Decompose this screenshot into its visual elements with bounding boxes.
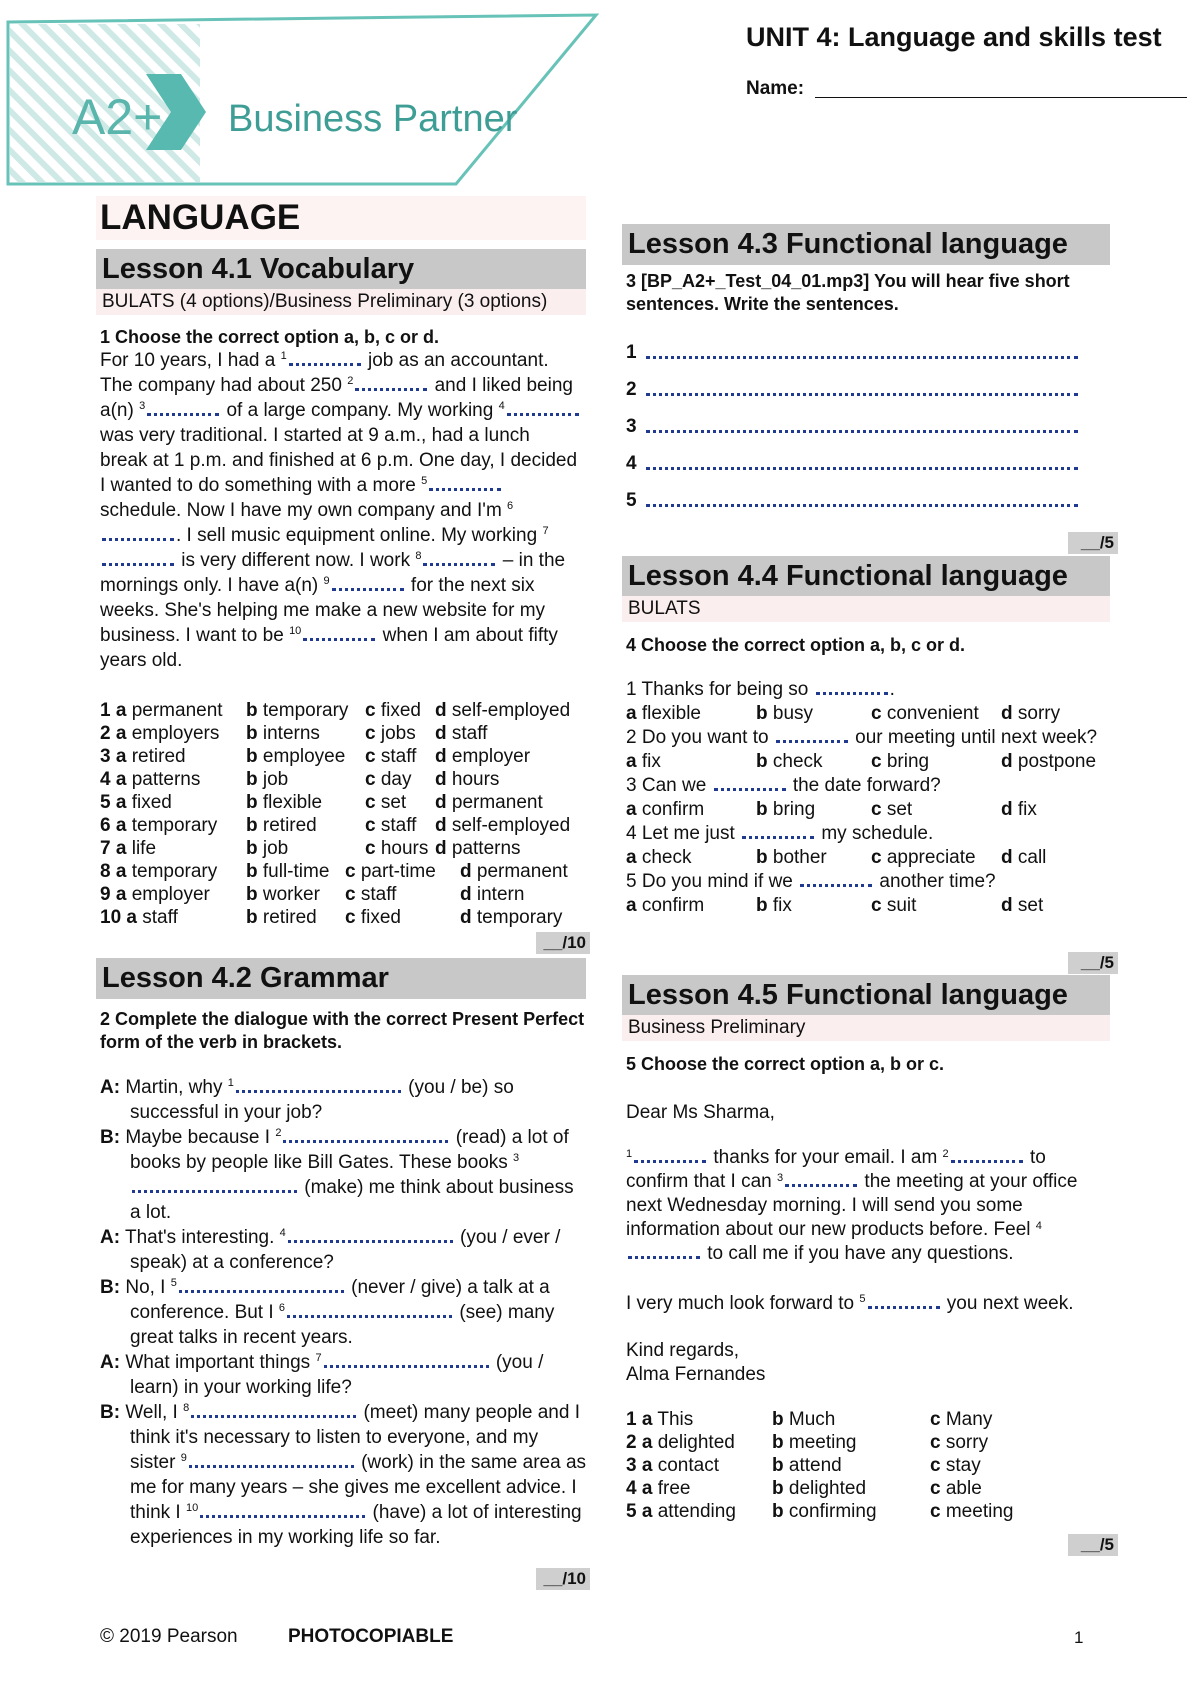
letter-greeting: Dear Ms Sharma, xyxy=(626,1102,775,1123)
dialogue-gap-1[interactable] xyxy=(236,1076,401,1093)
question-item: 3 Can we the date forward? xyxy=(626,775,941,796)
dialogue-gap-5[interactable] xyxy=(179,1276,344,1293)
lesson-4-1-score[interactable]: __/10 xyxy=(536,932,590,954)
write-line-number: 4 xyxy=(626,453,637,474)
dialogue-line: B: Maybe because I $^2$ (read) a lot of books by people like Bill Gates. These books $^3$ (make) me think about business a lot. xyxy=(100,1127,574,1223)
lesson-4-1-subtitle: BULATS (4 options)/Business Preliminary (3 options) xyxy=(96,289,586,315)
name-field[interactable] xyxy=(815,97,1187,98)
write-line-number: 2 xyxy=(626,379,637,400)
gap-10[interactable] xyxy=(303,624,375,641)
write-line-1[interactable] xyxy=(646,356,1078,359)
dialogue-line: B: Well, I $^8$ (meet) many people and I think it's necessary to listen to everyone, and my sister $^9$ (work) in the same area as me for many years – she gives me excellent advice. I think I $^{10}$ (have) a lot of interesting experiences in my working life so far. xyxy=(100,1402,587,1548)
write-line-3[interactable] xyxy=(646,430,1078,433)
dialogue-line: A: That's interesting. $^4$ (you / ever / speak) at a conference? xyxy=(100,1227,561,1273)
lesson-4-5-instruction: 5 Choose the correct option a, b or c. xyxy=(626,1054,945,1074)
letter-gap-5[interactable] xyxy=(868,1292,940,1309)
gap-4[interactable] xyxy=(507,399,579,416)
lesson-4-1-title: Lesson 4.1 Vocabulary xyxy=(96,249,586,290)
lesson-4-2-title: Lesson 4.2 Grammar xyxy=(96,958,586,999)
dialogue-gap-4[interactable] xyxy=(288,1226,453,1243)
lesson-4-5-options xyxy=(626,1408,1110,1523)
lesson-4-1-instruction: 1 Choose the correct option a, b, c or d. xyxy=(100,327,440,347)
lesson-4-5-subtitle: Business Preliminary xyxy=(622,1015,1110,1041)
name-label: Name: xyxy=(746,78,805,99)
option-row: 2 a delighted b meeting c sorry xyxy=(626,1432,989,1453)
lesson-4-5-score[interactable]: __/5 xyxy=(1068,1534,1118,1556)
option-row: a check b bother c appreciate d call xyxy=(626,847,1047,868)
brand-name: Business Partner xyxy=(228,98,518,140)
dialogue-line: B: No, I $^5$ (never / give) a talk at a conference. But I $^6$ (see) many great talks in recent years. xyxy=(100,1277,555,1348)
letter-closing-line: I very much look forward to $^5$ you next week. xyxy=(626,1293,1074,1314)
dialogue-gap-7[interactable] xyxy=(324,1351,489,1368)
gap-7[interactable] xyxy=(102,549,174,566)
option-row: a confirm b bring c set d fix xyxy=(626,799,1037,820)
lesson-4-4-instruction: 4 Choose the correct option a, b, c or d. xyxy=(626,635,966,655)
letter-body: $^1$ thanks for your email. I am $^2$ to confirm that I can $^3$ the meeting at your office next Wednesday morning. I will send you some information about our new products before. Feel $^4$ to call me if you have any questions. xyxy=(626,1147,1078,1264)
option-row: a confirm b fix c suit d set xyxy=(626,895,1044,916)
option-row: a fix b check c bring d postpone xyxy=(626,751,1097,772)
lesson-4-5-title: Lesson 4.5 Functional language xyxy=(622,975,1110,1016)
question-item: 2 Do you want to our meeting until next week? xyxy=(626,727,1098,748)
photocopiable-label: PHOTOCOPIABLE xyxy=(288,1626,454,1647)
lesson-4-4-score[interactable]: __/5 xyxy=(1068,952,1118,974)
dialogue-line: A: What important things $^7$ (you / learn) in your working life? xyxy=(100,1352,544,1398)
question-item: 4 Let me just my schedule. xyxy=(626,823,934,844)
lesson-4-3-instruction: 3 [BP_A2+_Test_04_01.mp3] You will hear five short sentences. Write the sentences. xyxy=(626,271,1070,314)
lesson-4-3-title: Lesson 4.3 Functional language xyxy=(622,224,1110,265)
write-line-number: 1 xyxy=(626,342,637,363)
gap-2[interactable] xyxy=(355,374,427,391)
dialogue-gap-2[interactable] xyxy=(283,1126,448,1143)
q-gap-5[interactable] xyxy=(800,870,872,887)
letter-gap-3[interactable] xyxy=(785,1170,857,1187)
page-number: 1 xyxy=(1074,1628,1084,1647)
lesson-4-4-subtitle: BULATS xyxy=(622,596,1110,622)
copyright: © 2019 Pearson xyxy=(100,1626,238,1647)
write-line-number: 3 xyxy=(626,416,637,437)
option-row: 1 a This b Much c Many xyxy=(626,1409,993,1430)
gap-3[interactable] xyxy=(147,399,219,416)
question-item: 5 Do you mind if we another time? xyxy=(626,871,996,892)
q-gap-2[interactable] xyxy=(776,726,848,743)
lesson-4-4-title: Lesson 4.4 Functional language xyxy=(622,556,1110,597)
lesson-4-2-score[interactable]: __/10 xyxy=(536,1568,590,1590)
lesson-4-1-passage: For 10 years, I had a $^1$ job as an accountant. The company had about 250 $^2$ and I liked being a(n) $^3$ of a large company. My working $^4$ was very traditional. I started at 9 a.m., had a lunch break at 1 p.m. and finished at 6 p.m. One day, I decided I wanted to do something with a more $^5$ schedule. Now I have my own company and I'm $^6$. I sell music equipment online. My working $^7$ is very different now. I work $^8$ – in the mornings only. I have a(n) $^9$ for the next six weeks. She's helping me make a new website for my business. I want to be $^{10}$ when I am about fifty years old. xyxy=(100,350,578,671)
letter-closing: Kind regards, xyxy=(626,1340,740,1361)
option-row: 3 a contact b attend c stay xyxy=(626,1455,981,1476)
gap-1[interactable] xyxy=(289,349,361,366)
option-row: a flexible b busy c convenient d sorry xyxy=(626,703,1061,724)
section-title: LANGUAGE xyxy=(96,196,586,240)
letter-gap-4[interactable] xyxy=(628,1242,700,1259)
gap-5[interactable] xyxy=(429,474,501,491)
lesson-4-2-instruction: 2 Complete the dialogue with the correct Present Perfect form of the verb in brackets. xyxy=(100,1009,585,1052)
gap-6[interactable] xyxy=(102,524,174,541)
lesson-4-4-items xyxy=(626,678,1110,918)
dialogue-gap-6[interactable] xyxy=(287,1301,452,1318)
gap-8[interactable] xyxy=(423,549,495,566)
write-line-4[interactable] xyxy=(646,467,1078,470)
question-item: 1 Thanks for being so . xyxy=(626,679,895,700)
dialogue-gap-9[interactable] xyxy=(189,1451,354,1468)
gap-9[interactable] xyxy=(332,574,404,591)
write-line-number: 5 xyxy=(626,490,637,511)
dialogue-gap-3[interactable] xyxy=(132,1176,297,1193)
letter-signature: Alma Fernandes xyxy=(626,1364,766,1385)
letter-gap-2[interactable] xyxy=(951,1146,1023,1163)
dialogue-gap-8[interactable] xyxy=(191,1401,356,1418)
option-row: 5 a attending b confirming c meeting xyxy=(626,1501,1014,1522)
q-gap-4[interactable] xyxy=(742,822,814,839)
dialogue-gap-10[interactable] xyxy=(200,1501,365,1518)
dialogue-line: A: Martin, why $^1$ (you / be) so successful in your job? xyxy=(100,1077,514,1123)
lesson-4-2-dialogue xyxy=(100,1075,586,1550)
q-gap-1[interactable] xyxy=(816,678,888,695)
write-line-5[interactable] xyxy=(646,504,1078,507)
level-label: A2+ xyxy=(72,89,163,145)
option-row: 4 a free b delighted c able xyxy=(626,1478,982,1499)
letter-gap-1[interactable] xyxy=(634,1146,706,1163)
write-line-2[interactable] xyxy=(646,393,1078,396)
lesson-4-1-options: 1 a permanent b temporary c fixed d self-employed 2 a employers b interns c jobs d staff 3 a retired b employee c staff d employer 4 a patterns b job c day d hours 5 a fixed b flexible c set d permanent 6 a temporary b retired c staff d self-employed 7 a life b job c hours d patterns 8 a temporary b full-time c part-time d permanent 9 a employer b worker c staff d intern 10 a staff b retired c fixed d temporary xyxy=(100,700,571,928)
unit-title: UNIT 4: Language and skills test xyxy=(746,22,1162,52)
lesson-4-3-score[interactable]: __/5 xyxy=(1068,532,1118,554)
q-gap-3[interactable] xyxy=(714,774,786,791)
